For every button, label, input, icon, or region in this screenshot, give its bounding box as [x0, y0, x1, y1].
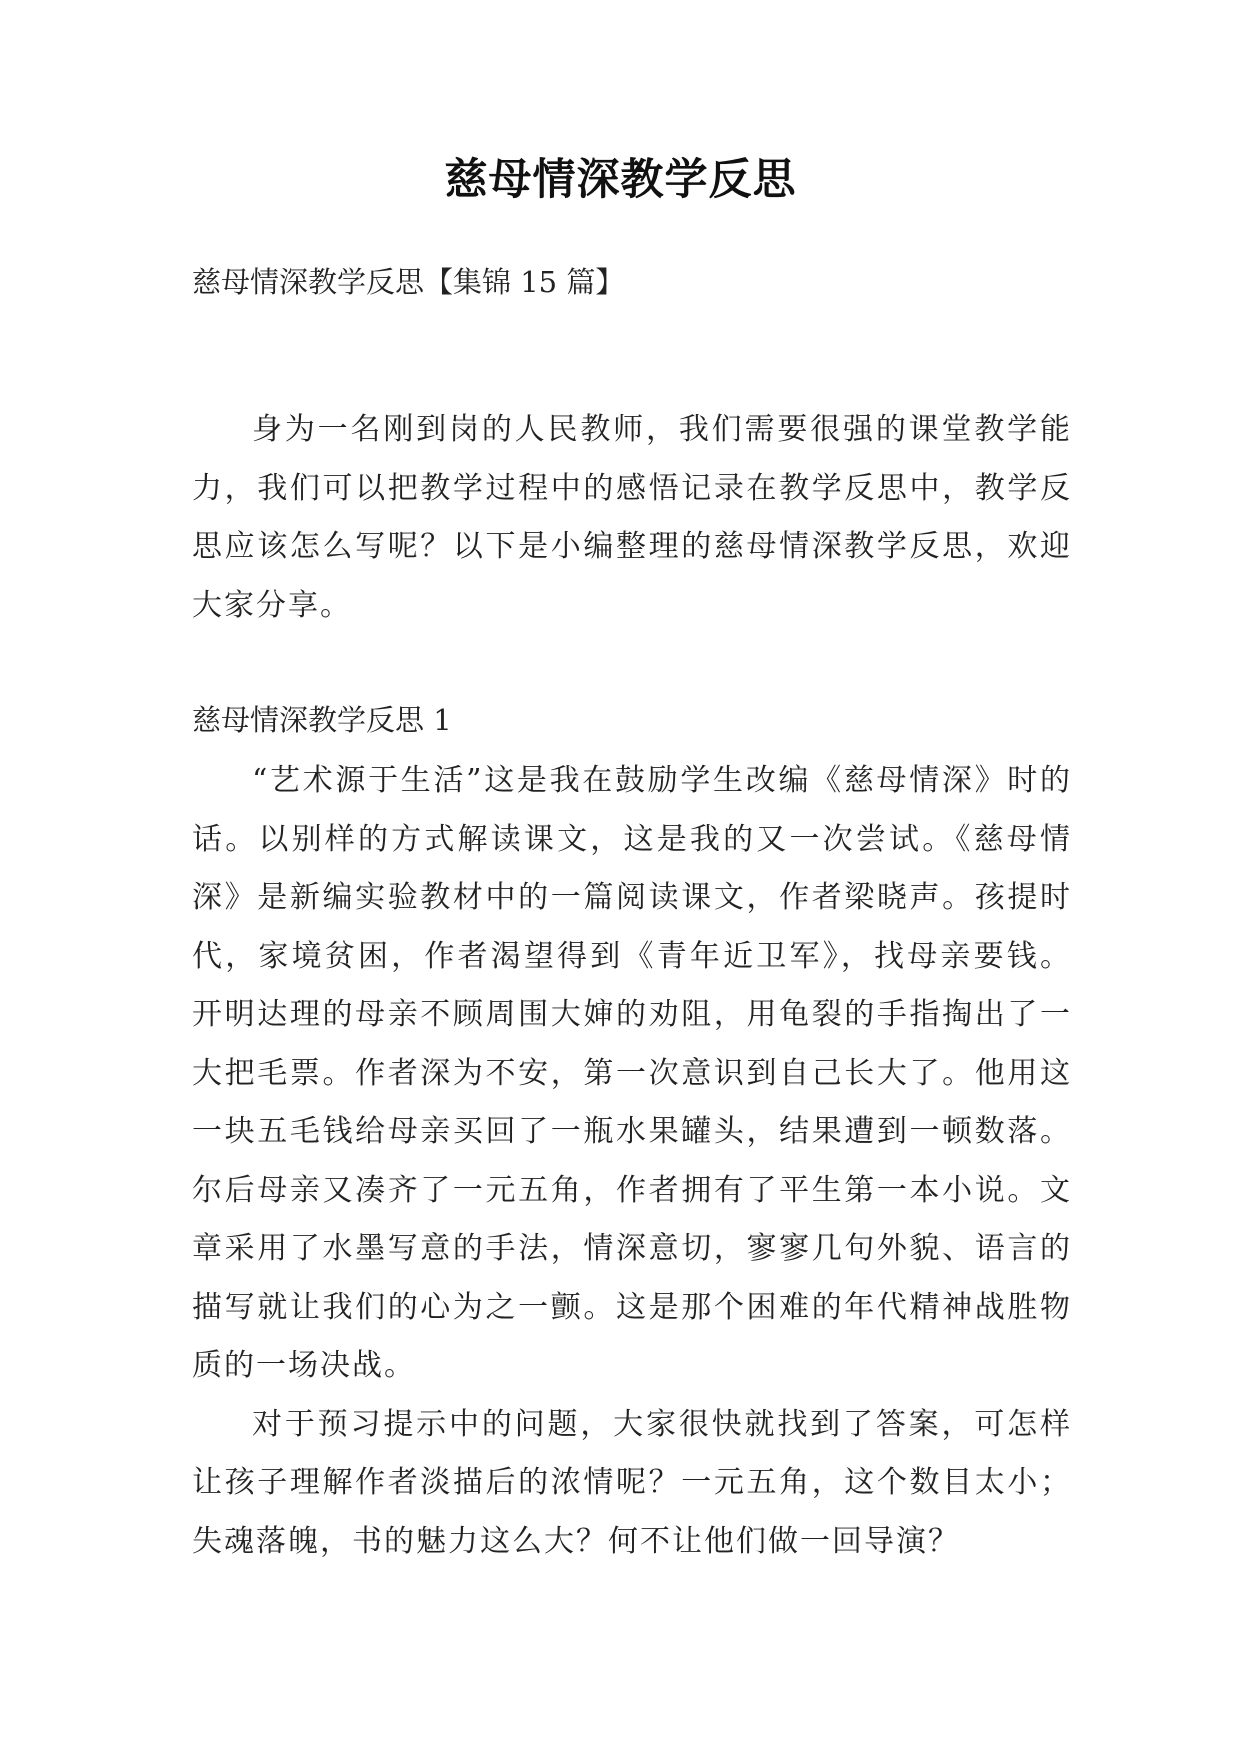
intro-paragraph: 身为一名刚到岗的人民教师，我们需要很强的课堂教学能力，我们可以把教学过程中的感悟记录在教学反思中，教学反思应该怎么写呢？以下是小编整理的慈母情深教学反思，欢迎大家分享。	[192, 412, 1072, 623]
body-paragraph: “艺术源于生活”这是我在鼓励学生改编《慈母情深》时的话。以别样的方式解读课文，这是我的又一次尝试。《慈母情深》是新编实验教材中的一篇阅读课文，作者梁晓声。孩提时代，家境贫困，作者渴望得到《青年近卫军》，找母亲要钱。开明达理的母亲不顾周围大婶的劝阻，用龟裂的手指掏出了一大把毛票。作者深为不安，第一次意识到自己长大了。他用这一块五毛钱给母亲买回了一瓶水果罐头，结果遭到一顿数落。尔后母亲又凑齐了一元五角，作者拥有了平生第一本小说。文章采用了水墨写意的手法，情深意切，寥寥几句外貌、语言的描写就让我们的心为之一颤。这是那个困难的年代精神战胜物质的一场决战。	[192, 763, 1072, 1383]
section-body	[192, 752, 1072, 1571]
section-heading: 慈母情深教学反思 1	[192, 703, 452, 737]
document-subtitle: 慈母情深教学反思【集锦 15 篇】	[192, 265, 625, 299]
body-paragraph: 对于预习提示中的问题，大家很快就找到了答案，可怎样让孩子理解作者淡描后的浓情呢？一元五角，这个数目太小；失魂落魄，书的魅力这么大？何不让他们做一回导演？	[192, 1406, 1072, 1559]
intro-block	[192, 401, 1072, 635]
document-title: 慈母情深教学反思	[444, 155, 797, 205]
